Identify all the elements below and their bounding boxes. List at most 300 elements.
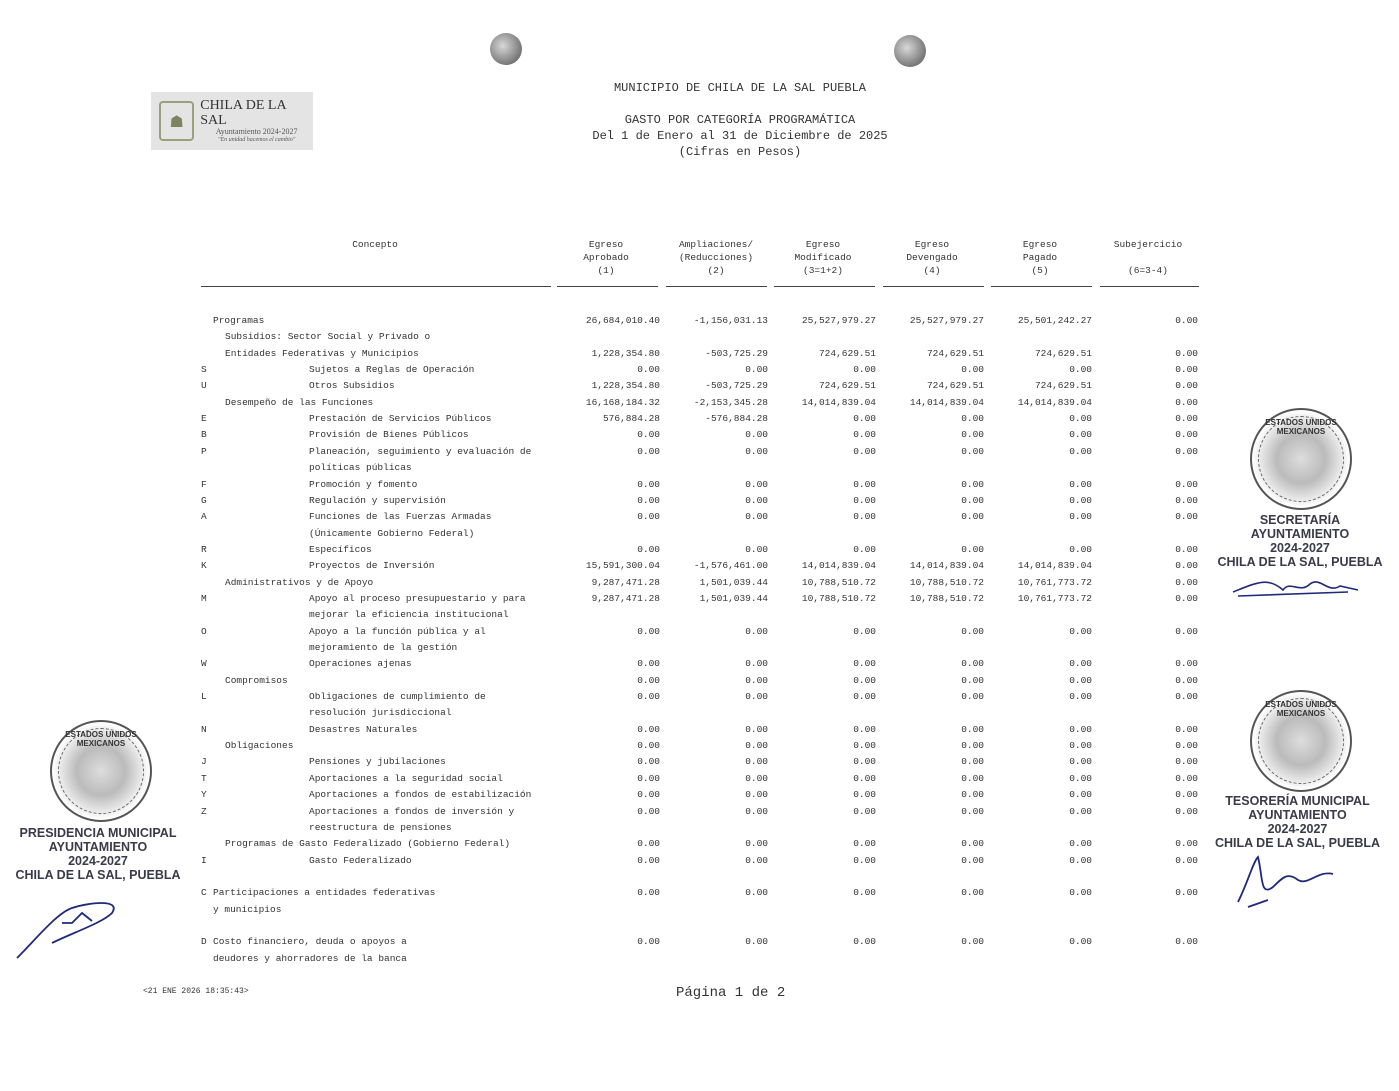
row-value-col5: 0.00 (1069, 495, 1092, 506)
row-value-col2: -2,153,345.28 (693, 397, 768, 408)
stamp-text (1205, 794, 1390, 850)
header-units: (Cifras en Pesos) (678, 145, 802, 159)
row-value-col1: 26,684,010.40 (585, 315, 660, 326)
official-seal-icon (50, 720, 152, 822)
row-value-col3: 14,014,839.04 (801, 560, 876, 571)
row-label: Otros Subsidios (309, 380, 395, 391)
row-value-col6: 0.00 (1175, 740, 1198, 751)
row-value-col4: 0.00 (961, 544, 984, 555)
stamp-text (1210, 513, 1390, 569)
row-value-col4: 0.00 (961, 936, 984, 947)
signature-secretaria (1228, 572, 1368, 602)
row-value-col1: 9,287,471.28 (591, 577, 660, 588)
row-value-col4: 0.00 (961, 658, 984, 669)
row-value-col2: 0.00 (745, 789, 768, 800)
row-value-col1: 0.00 (637, 495, 660, 506)
row-code: F (201, 479, 207, 490)
row-value-col3: 0.00 (853, 691, 876, 702)
row-label: Apoyo al proceso presupuestario y para (309, 593, 526, 604)
column-header-1 (556, 238, 656, 277)
row-value-col3: 0.00 (853, 838, 876, 849)
official-seal-icon (1250, 690, 1352, 792)
stamp-line: 2024-2027 (1270, 541, 1330, 555)
row-value-col3: 0.00 (853, 936, 876, 947)
row-value-col4: 14,014,839.04 (909, 560, 984, 571)
row-value-col6: 0.00 (1175, 511, 1198, 522)
row-label: políticas públicas (309, 462, 412, 473)
signature-presidencia (12, 893, 132, 963)
row-value-col2: 1,501,039.44 (699, 577, 768, 588)
row-value-col4: 14,014,839.04 (909, 397, 984, 408)
seal-caption: ESTADOS UNIDOS MEXICANOS (65, 730, 137, 748)
row-value-col2: 0.00 (745, 364, 768, 375)
row-value-col2: -1,576,461.00 (693, 560, 768, 571)
row-label: Específicos (309, 544, 372, 555)
row-value-col4: 25,527,979.27 (909, 315, 984, 326)
stamp-line: 2024-2027 (68, 854, 128, 868)
column-rule (1100, 286, 1199, 287)
row-value-col5: 0.00 (1069, 544, 1092, 555)
row-value-col6: 0.00 (1175, 691, 1198, 702)
row-value-col1: 0.00 (637, 724, 660, 735)
row-code: B (201, 429, 207, 440)
row-label: Subsidios: Sector Social y Privado o (225, 331, 431, 342)
row-value-col6: 0.00 (1175, 936, 1198, 947)
row-value-col5: 0.00 (1069, 936, 1092, 947)
row-value-col1: 0.00 (637, 446, 660, 457)
row-code: A (201, 511, 207, 522)
column-header-2 (665, 238, 767, 277)
row-value-col2: 0.00 (745, 887, 768, 898)
row-label: Operaciones ajenas (309, 658, 412, 669)
row-value-col2: 0.00 (745, 511, 768, 522)
row-code: Z (201, 806, 207, 817)
stamp-line: 2024-2027 (1267, 822, 1328, 836)
row-value-col1: 1,228,354.80 (591, 348, 660, 359)
row-value-col4: 0.00 (961, 756, 984, 767)
row-value-col3: 10,788,510.72 (801, 593, 876, 604)
column-header-line: Modificado (794, 252, 852, 263)
row-value-col5: 0.00 (1069, 855, 1092, 866)
row-value-col6: 0.00 (1175, 397, 1198, 408)
row-code: G (201, 495, 207, 506)
row-code: E (201, 413, 207, 424)
row-code: K (201, 560, 207, 571)
row-value-col1: 0.00 (637, 789, 660, 800)
logo-emblem-icon: ☗ (159, 101, 194, 141)
row-value-col5: 0.00 (1069, 479, 1092, 490)
row-value-col6: 0.00 (1175, 560, 1198, 571)
row-value-col5: 724,629.51 (1034, 348, 1092, 359)
row-code: U (201, 380, 207, 391)
row-value-col1: 0.00 (637, 806, 660, 817)
row-value-col2: 0.00 (745, 855, 768, 866)
row-value-col4: 0.00 (961, 479, 984, 490)
row-value-col4: 0.00 (961, 446, 984, 457)
row-value-col4: 0.00 (961, 838, 984, 849)
row-value-col5: 0.00 (1069, 364, 1092, 375)
row-value-col1: 0.00 (637, 855, 660, 866)
row-value-col3: 0.00 (853, 773, 876, 784)
row-value-col6: 0.00 (1175, 756, 1198, 767)
row-value-col2: -576,884.28 (705, 413, 768, 424)
row-value-col1: 0.00 (637, 773, 660, 784)
column-header-6 (1098, 238, 1198, 277)
row-value-col5: 724,629.51 (1034, 380, 1092, 391)
row-label: Funciones de las Fuerzas Armadas (309, 511, 492, 522)
row-value-col6: 0.00 (1175, 887, 1198, 898)
row-label: Gasto Federalizado (309, 855, 412, 866)
row-value-col5: 0.00 (1069, 511, 1092, 522)
row-label: y municipios (213, 904, 282, 915)
row-value-col2: 0.00 (745, 806, 768, 817)
row-value-col2: -503,725.29 (705, 348, 768, 359)
column-header-line: Concepto (352, 239, 398, 250)
row-value-col6: 0.00 (1175, 429, 1198, 440)
stamp-line: CHILA DE LA SAL, PUEBLA (1214, 836, 1381, 850)
row-value-col2: -1,156,031.13 (693, 315, 768, 326)
column-header-line: Egreso (1022, 239, 1058, 250)
row-value-col6: 0.00 (1175, 806, 1198, 817)
row-code: I (201, 855, 207, 866)
row-value-col2: 0.00 (745, 936, 768, 947)
row-value-col2: -503,725.29 (705, 380, 768, 391)
row-value-col5: 10,761,773.72 (1017, 577, 1092, 588)
row-value-col5: 0.00 (1069, 838, 1092, 849)
row-value-col3: 0.00 (853, 855, 876, 866)
row-value-col3: 0.00 (853, 806, 876, 817)
row-value-col6: 0.00 (1175, 577, 1198, 588)
seal-caption: ESTADOS UNIDOS MEXICANOS (1265, 700, 1337, 718)
row-value-col2: 0.00 (745, 724, 768, 735)
row-code: W (201, 658, 207, 669)
header-municipio: MUNICIPIO DE CHILA DE LA SAL PUEBLA (613, 81, 867, 95)
row-value-col1: 0.00 (637, 740, 660, 751)
row-value-col3: 0.00 (853, 479, 876, 490)
row-value-col5: 0.00 (1069, 429, 1092, 440)
row-value-col4: 0.00 (961, 511, 984, 522)
row-label: Promoción y fomento (309, 479, 418, 490)
stamp-line: AYUNTAMIENTO (1250, 527, 1350, 541)
row-value-col6: 0.00 (1175, 413, 1198, 424)
row-value-col5: 0.00 (1069, 658, 1092, 669)
row-label: mejoramiento de la gestión (309, 642, 458, 653)
row-value-col4: 0.00 (961, 887, 984, 898)
page-number: Página 1 de 2 (676, 985, 786, 1001)
row-value-col4: 0.00 (961, 429, 984, 440)
row-value-col2: 0.00 (745, 626, 768, 637)
row-value-col3: 0.00 (853, 446, 876, 457)
row-value-col4: 10,788,510.72 (909, 577, 984, 588)
stamp-line: AYUNTAMIENTO (1248, 808, 1347, 822)
row-value-col4: 0.00 (961, 855, 984, 866)
row-label: Administrativos y de Apoyo (225, 577, 374, 588)
header-title: GASTO POR CATEGORÍA PROGRAMÁTICA (624, 113, 856, 127)
column-header-line: Devengado (906, 252, 958, 263)
row-value-col4: 0.00 (961, 413, 984, 424)
row-value-col5: 14,014,839.04 (1017, 560, 1092, 571)
column-header-line: (4) (923, 265, 941, 276)
row-label: deudores y ahorradores de la banca (213, 953, 407, 964)
row-value-col2: 0.00 (745, 691, 768, 702)
row-value-col5: 0.00 (1069, 887, 1092, 898)
row-value-col6: 0.00 (1175, 626, 1198, 637)
row-value-col6: 0.00 (1175, 348, 1198, 359)
row-label: reestructura de pensiones (309, 822, 452, 833)
row-value-col1: 0.00 (637, 838, 660, 849)
punch-hole-right (894, 35, 926, 67)
row-value-col4: 0.00 (961, 773, 984, 784)
header-period: Del 1 de Enero al 31 de Diciembre de 2025 (592, 129, 888, 143)
row-code: J (201, 756, 207, 767)
row-value-col6: 0.00 (1175, 364, 1198, 375)
row-label: resolución jurisdiccional (309, 707, 452, 718)
row-value-col5: 0.00 (1069, 740, 1092, 751)
row-value-col5: 0.00 (1069, 724, 1092, 735)
logo-slogan: "En unidad hacemos el cambio" (217, 136, 296, 143)
row-value-col3: 0.00 (853, 413, 876, 424)
column-header-line: (6=3-4) (1128, 265, 1168, 276)
row-value-col3: 0.00 (853, 495, 876, 506)
row-value-col3: 0.00 (853, 756, 876, 767)
row-label: Participaciones a entidades federativas (213, 887, 436, 898)
row-value-col3: 0.00 (853, 429, 876, 440)
row-value-col1: 15,591,300.04 (585, 560, 660, 571)
row-value-col2: 0.00 (745, 756, 768, 767)
print-timestamp: <21 ENE 2026 18:35:43> (143, 987, 249, 996)
row-value-col2: 0.00 (745, 740, 768, 751)
row-code: R (201, 544, 207, 555)
row-value-col5: 0.00 (1069, 446, 1092, 457)
row-label: Sujetos a Reglas de Operación (309, 364, 475, 375)
row-value-col6: 0.00 (1175, 855, 1198, 866)
column-header-4 (882, 238, 982, 277)
row-value-col1: 0.00 (637, 429, 660, 440)
row-value-col3: 0.00 (853, 789, 876, 800)
row-value-col6: 0.00 (1175, 838, 1198, 849)
row-value-col2: 0.00 (745, 675, 768, 686)
row-value-col2: 0.00 (745, 429, 768, 440)
row-value-col4: 10,788,510.72 (909, 593, 984, 604)
column-header-line: Aprobado (583, 252, 629, 263)
stamp-line: AYUNTAMIENTO (48, 840, 148, 854)
row-value-col3: 0.00 (853, 658, 876, 669)
row-value-col3: 25,527,979.27 (801, 315, 876, 326)
row-value-col3: 10,788,510.72 (801, 577, 876, 588)
stamp-text (8, 826, 188, 882)
row-code: O (201, 626, 207, 637)
row-label: Aportaciones a la seguridad social (309, 773, 503, 784)
column-header-line: Egreso (914, 239, 950, 250)
row-label: Programas de Gasto Federalizado (Gobierno Federal) (225, 838, 511, 849)
row-label: Proyectos de Inversión (309, 560, 435, 571)
row-value-col3: 724,629.51 (818, 348, 876, 359)
row-value-col3: 0.00 (853, 675, 876, 686)
row-value-col2: 0.00 (745, 495, 768, 506)
column-rule (991, 286, 1092, 287)
row-value-col5: 0.00 (1069, 691, 1092, 702)
row-label: Planeación, seguimiento y evaluación de (309, 446, 532, 457)
row-label: Aportaciones a fondos de inversión y (309, 806, 515, 817)
row-code: T (201, 773, 207, 784)
row-label: Obligaciones (225, 740, 294, 751)
row-value-col5: 25,501,242.27 (1017, 315, 1092, 326)
row-value-col4: 0.00 (961, 675, 984, 686)
row-value-col2: 1,501,039.44 (699, 593, 768, 604)
column-header-line: (1) (597, 265, 615, 276)
column-header-line: Egreso (805, 239, 841, 250)
row-label: mejorar la eficiencia institucional (309, 609, 509, 620)
row-value-col2: 0.00 (745, 479, 768, 490)
column-header-line: (5) (1031, 265, 1049, 276)
column-header-line: (2) (707, 265, 725, 276)
logo-name: CHILA DE LA SAL (200, 97, 286, 128)
row-code: Y (201, 789, 207, 800)
row-value-col6: 0.00 (1175, 544, 1198, 555)
row-label: Aportaciones a fondos de estabilización (309, 789, 532, 800)
row-code: C (201, 887, 207, 898)
row-value-col6: 0.00 (1175, 479, 1198, 490)
row-value-col6: 0.00 (1175, 315, 1198, 326)
row-value-col4: 0.00 (961, 495, 984, 506)
row-value-col4: 724,629.51 (926, 348, 984, 359)
row-value-col2: 0.00 (745, 658, 768, 669)
row-value-col3: 0.00 (853, 544, 876, 555)
row-label: Regulación y supervisión (309, 495, 446, 506)
signature-tesoreria (1228, 852, 1348, 912)
row-value-col3: 0.00 (853, 724, 876, 735)
row-value-col4: 0.00 (961, 806, 984, 817)
row-value-col6: 0.00 (1175, 773, 1198, 784)
row-code: M (201, 593, 207, 604)
row-value-col2: 0.00 (745, 446, 768, 457)
stamp-line: CHILA DE LA SAL, PUEBLA (1217, 555, 1383, 569)
row-value-col1: 576,884.28 (602, 413, 660, 424)
row-value-col6: 0.00 (1175, 789, 1198, 800)
row-code: D (201, 936, 207, 947)
row-label: Desastres Naturales (309, 724, 418, 735)
row-value-col3: 0.00 (853, 887, 876, 898)
logo-sub: Ayuntamiento 2024-2027 (215, 127, 298, 137)
row-value-col4: 0.00 (961, 364, 984, 375)
row-code: L (201, 691, 207, 702)
row-value-col2: 0.00 (745, 544, 768, 555)
column-rule (557, 286, 658, 287)
row-value-col1: 0.00 (637, 479, 660, 490)
row-value-col6: 0.00 (1175, 380, 1198, 391)
column-header-3 (773, 238, 873, 277)
row-label: Pensiones y jubilaciones (309, 756, 446, 767)
row-value-col6: 0.00 (1175, 495, 1198, 506)
row-value-col3: 0.00 (853, 511, 876, 522)
row-value-col1: 16,168,184.32 (585, 397, 660, 408)
row-label: Costo financiero, deuda o apoyos a (213, 936, 407, 947)
row-value-col4: 0.00 (961, 789, 984, 800)
column-header-line: (3=1+2) (803, 265, 843, 276)
row-value-col1: 0.00 (637, 626, 660, 637)
row-value-col3: 14,014,839.04 (801, 397, 876, 408)
row-value-col1: 1,228,354.80 (591, 380, 660, 391)
row-label: (Únicamente Gobierno Federal) (309, 528, 475, 539)
row-label: Desempeño de las Funciones (225, 397, 374, 408)
row-code: P (201, 446, 207, 457)
row-label: Apoyo a la función pública y al (309, 626, 486, 637)
row-value-col1: 0.00 (637, 936, 660, 947)
column-rule (666, 286, 767, 287)
row-code: S (201, 364, 207, 375)
row-value-col3: 724,629.51 (818, 380, 876, 391)
row-label: Provisión de Bienes Públicos (309, 429, 469, 440)
row-value-col3: 0.00 (853, 740, 876, 751)
row-value-col5: 0.00 (1069, 413, 1092, 424)
row-value-col2: 0.00 (745, 773, 768, 784)
column-header-line: (Reducciones) (678, 252, 754, 263)
row-label: Programas (213, 315, 265, 326)
row-value-col6: 0.00 (1175, 724, 1198, 735)
column-header-line: Ampliaciones/ (678, 239, 754, 250)
row-label: Entidades Federativas y Municipios (225, 348, 419, 359)
row-value-col5: 14,014,839.04 (1017, 397, 1092, 408)
column-header-0 (300, 238, 450, 277)
column-header-line: Subejercicio (1113, 239, 1183, 250)
row-value-col5: 0.00 (1069, 773, 1092, 784)
row-value-col1: 0.00 (637, 544, 660, 555)
row-value-col1: 0.00 (637, 658, 660, 669)
row-value-col1: 9,287,471.28 (591, 593, 660, 604)
row-value-col4: 0.00 (961, 626, 984, 637)
row-value-col1: 0.00 (637, 691, 660, 702)
column-header-line (300, 264, 450, 277)
column-header-line: Egreso (588, 239, 624, 250)
row-code: N (201, 724, 207, 735)
stamp-line: TESORERÍA MUNICIPAL (1225, 794, 1370, 808)
row-value-col1: 0.00 (637, 887, 660, 898)
column-header-line (300, 251, 450, 264)
row-value-col1: 0.00 (637, 364, 660, 375)
row-label: Obligaciones de cumplimiento de (309, 691, 486, 702)
row-value-col5: 0.00 (1069, 789, 1092, 800)
row-value-col6: 0.00 (1175, 446, 1198, 457)
row-value-col5: 0.00 (1069, 806, 1092, 817)
row-value-col3: 0.00 (853, 626, 876, 637)
municipality-logo (151, 92, 313, 150)
row-value-col1: 0.00 (637, 511, 660, 522)
row-value-col4: 0.00 (961, 691, 984, 702)
column-rule (774, 286, 875, 287)
row-value-col6: 0.00 (1175, 658, 1198, 669)
row-value-col5: 0.00 (1069, 675, 1092, 686)
seal-caption: ESTADOS UNIDOS MEXICANOS (1265, 418, 1337, 436)
stamp-line: PRESIDENCIA MUNICIPAL (19, 826, 177, 840)
row-value-col5: 10,761,773.72 (1017, 593, 1092, 604)
row-value-col5: 0.00 (1069, 756, 1092, 767)
column-rule (201, 286, 551, 287)
row-value-col5: 0.00 (1069, 626, 1092, 637)
row-value-col4: 724,629.51 (926, 380, 984, 391)
column-rule (883, 286, 984, 287)
row-value-col4: 0.00 (961, 724, 984, 735)
row-value-col1: 0.00 (637, 756, 660, 767)
row-value-col6: 0.00 (1175, 675, 1198, 686)
row-value-col6: 0.00 (1175, 593, 1198, 604)
row-label: Compromisos (225, 675, 288, 686)
column-header-5 (990, 238, 1090, 277)
column-header-line (1098, 251, 1198, 264)
row-value-col2: 0.00 (745, 838, 768, 849)
stamp-line: SECRETARÍA (1259, 513, 1341, 527)
official-seal-icon (1250, 408, 1352, 510)
row-label: Prestación de Servicios Públicos (309, 413, 492, 424)
